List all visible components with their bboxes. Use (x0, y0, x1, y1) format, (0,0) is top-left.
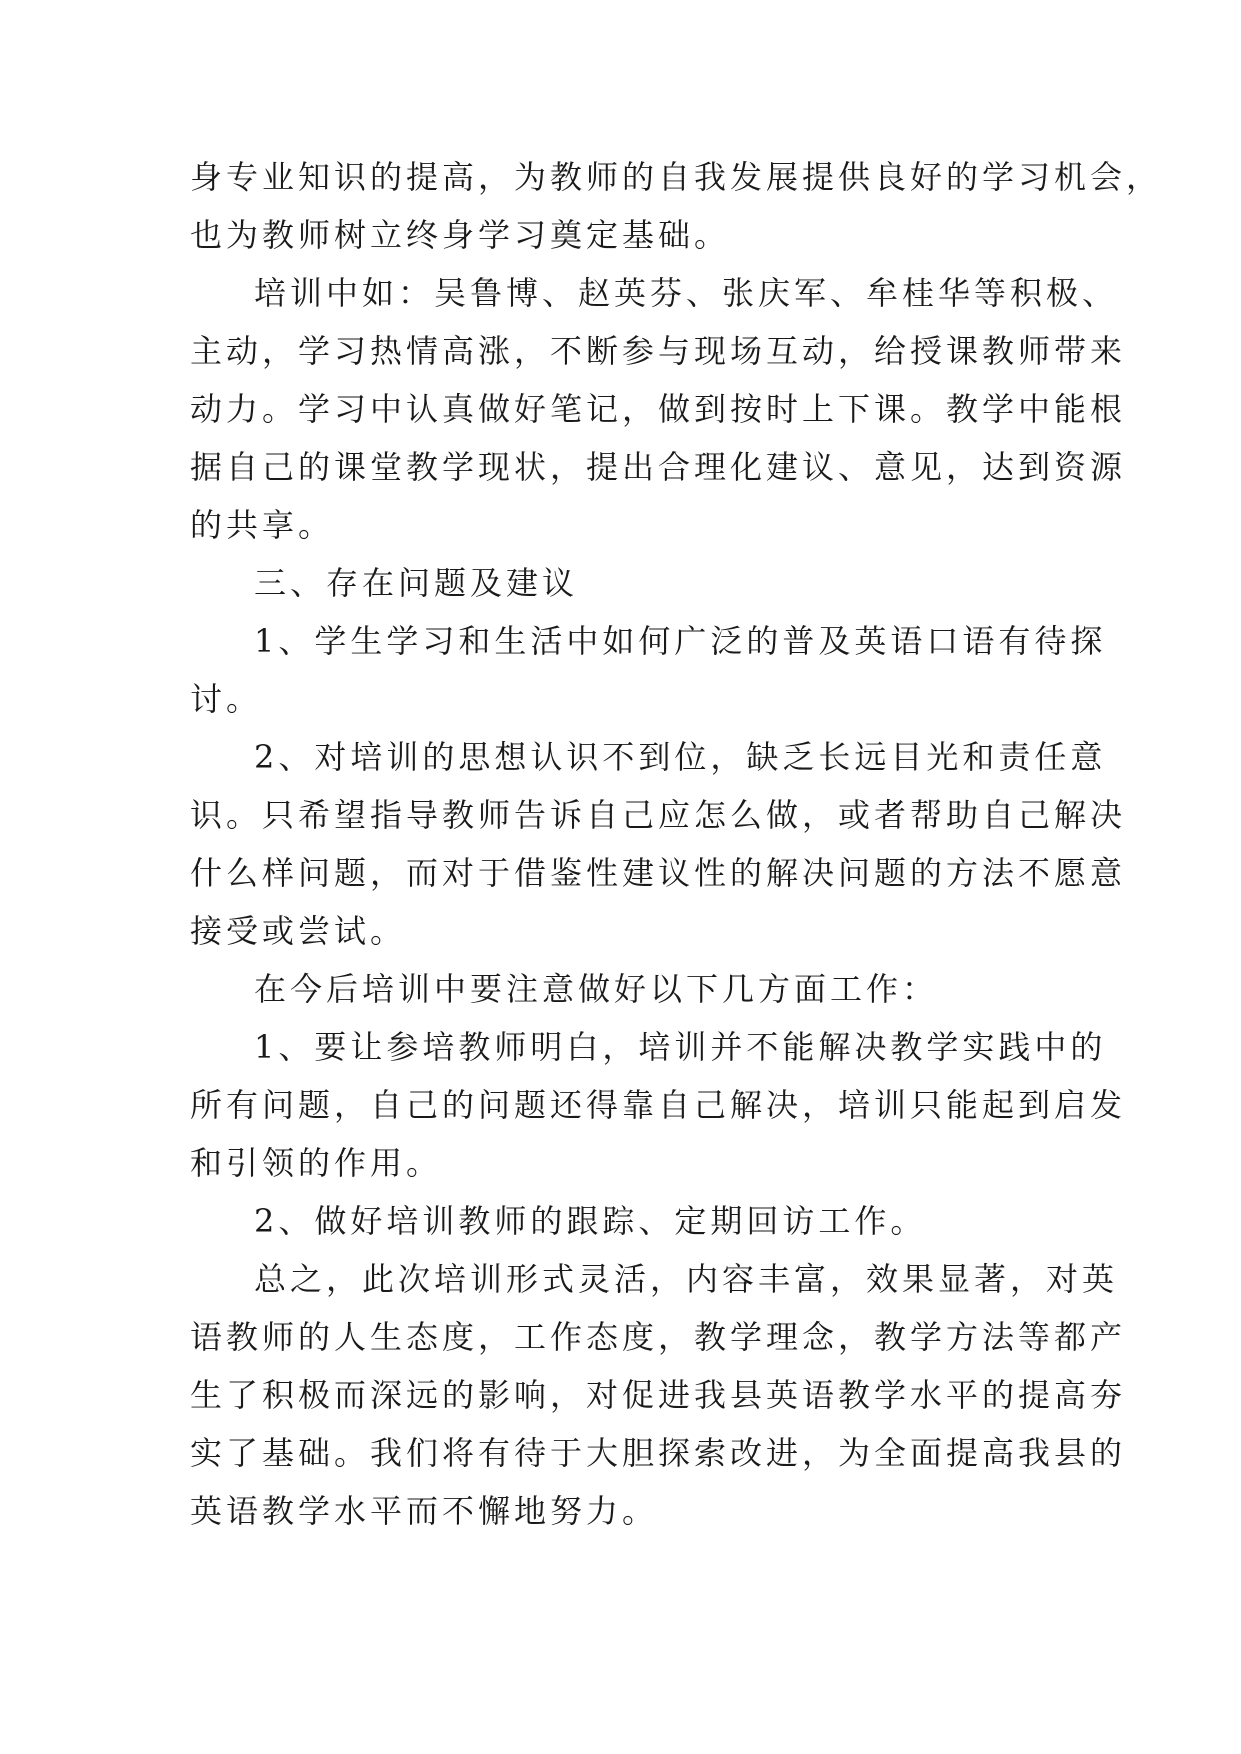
text-line: 2、对培训的思想认识不到位，缺乏长远目光和责任意 (254, 738, 1107, 776)
section-heading: 三、存在问题及建议 (254, 564, 579, 602)
text-line: 1、学生学习和生活中如何广泛的普及英语口语有待探 (254, 622, 1107, 660)
text-line: 语教师的人生态度，工作态度，教学理念，教学方法等都产 (190, 1318, 1127, 1356)
text-line: 接受或尝试。 (190, 912, 407, 950)
text-line: 据自己的课堂教学现状，提出合理化建议、意见，达到资源 (190, 448, 1127, 486)
text-line: 身专业知识的提高，为教师的自我发展提供良好的学习机会， (190, 158, 1163, 196)
text-line: 识。只希望指导教师告诉自己应怎么做，或者帮助自己解决 (190, 796, 1127, 834)
text-line: 培训中如：吴鲁博、赵英芬、张庆军、牟桂华等积极、 (254, 274, 1119, 312)
body-text (190, 148, 1163, 1540)
text-line: 生了积极而深远的影响，对促进我县英语教学水平的提高夯 (190, 1376, 1127, 1414)
text-line: 讨。 (190, 680, 263, 718)
text-line: 总之，此次培训形式灵活，内容丰富，效果显著，对英 (254, 1260, 1119, 1298)
text-line: 的共享。 (190, 506, 335, 544)
text-line: 什么样问题，而对于借鉴性建议性的解决问题的方法不愿意 (190, 854, 1127, 892)
text-line: 英语教学水平而不懈地努力。 (190, 1492, 659, 1530)
text-line: 1、要让参培教师明白，培训并不能解决教学实践中的 (254, 1028, 1107, 1066)
text-line: 2、做好培训教师的跟踪、定期回访工作。 (254, 1202, 927, 1240)
text-line: 也为教师树立终身学习奠定基础。 (190, 216, 731, 254)
text-line: 实了基础。我们将有待于大胆探索改进，为全面提高我县的 (190, 1434, 1127, 1472)
text-line: 所有问题，自己的问题还得靠自己解决，培训只能起到启发 (190, 1086, 1127, 1124)
text-line: 动力。学习中认真做好笔记，做到按时上下课。教学中能根 (190, 390, 1127, 428)
text-line: 主动，学习热情高涨，不断参与现场互动，给授课教师带来 (190, 332, 1127, 370)
text-line: 在今后培训中要注意做好以下几方面工作： (254, 970, 939, 1008)
text-line: 和引领的作用。 (190, 1144, 443, 1182)
